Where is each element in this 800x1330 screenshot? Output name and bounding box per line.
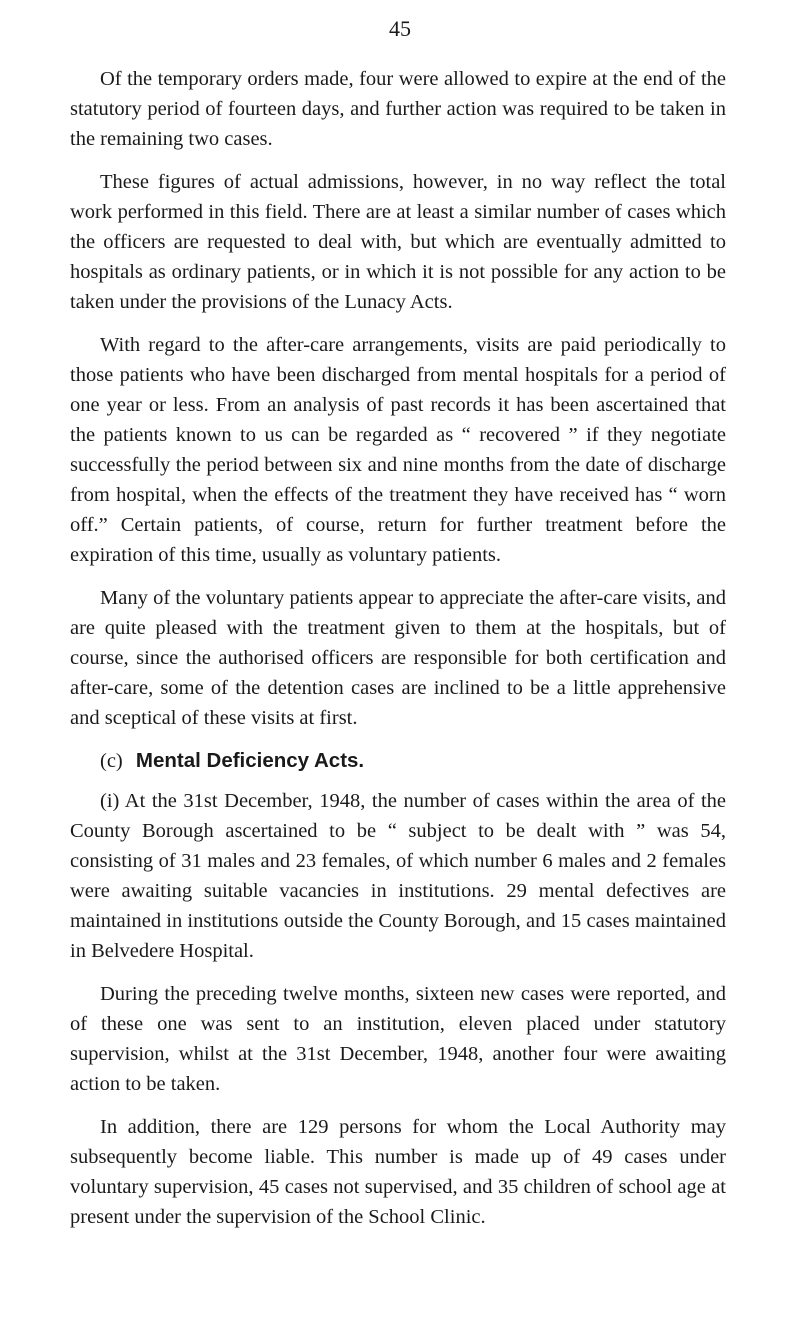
paragraph-new-cases: During the preceding twelve months, sixteen new cases were reported, and of these one was sent to an institution, eleven placed under statutory supervision, whilst at the 31st December, 1948, another four were awaiting action to be taken. (70, 983, 726, 1095)
section-label: (c) (100, 750, 123, 772)
page-number: 45 (389, 16, 411, 41)
section-heading (70, 746, 726, 776)
paragraph-liable-persons: In addition, there are 129 persons for whom the Local Authority may subsequently become liable. This number is made up of 49 cases under voluntary supervision, 45 cases not supervised, and 35 children of school age at present under the supervision of the School Clinic. (70, 1116, 726, 1228)
paragraph-voluntary-patients: Many of the voluntary patients appear to appreciate the after-care visits, and are quite pleased with the treatment given to them at the hospitals, but of course, since the authorised officers are responsible for both certification and after-care, some of the detention cases are inclined to be a little apprehensive and sceptical of these visits at first. (70, 587, 726, 729)
paragraph-admissions-figures: These figures of actual admissions, however, in no way reflect the total work performed in this field. There are at least a similar number of cases which the officers are requested to deal with, but which are eventually admitted to hospitals as ordinary patients, or in which it is not possible for any action to be taken under the provisions of the Lunacy Acts. (70, 171, 726, 313)
body-text (70, 64, 726, 1245)
section-title: Mental Deficiency Acts. (135, 749, 365, 772)
paragraph-after-care: With regard to the after-care arrangements, visits are paid periodically to those patients who have been discharged from mental hospitals for a period of one year or less. From an analysis of past records it has been ascertained that the patients known to us can be regarded as “ recovered ” if they negotiate successfully the period between six and nine months from the date of discharge from hospital, when the effects of the treatment they have received has “ worn off.” Certain patients, of course, return for further treatment before the expiration of this time, usually as voluntary patients. (70, 334, 726, 566)
paragraph-cases-ascertained: (i) At the 31st December, 1948, the number of cases within the area of the County Borough ascertained to be “ subject to be dealt with ” was 54, consisting of 31 males and 23 females, of which number 6 males and 2 females were awaiting suitable vacancies in institutions. 29 mental defectives are maintained in institutions outside the County Borough, and 15 cases maintained in Belvedere Hospital. (70, 790, 726, 962)
paragraph-temporary-orders: Of the temporary orders made, four were allowed to expire at the end of the statutory period of fourteen days, and further action was required to be taken in the remaining two cases. (70, 68, 726, 150)
